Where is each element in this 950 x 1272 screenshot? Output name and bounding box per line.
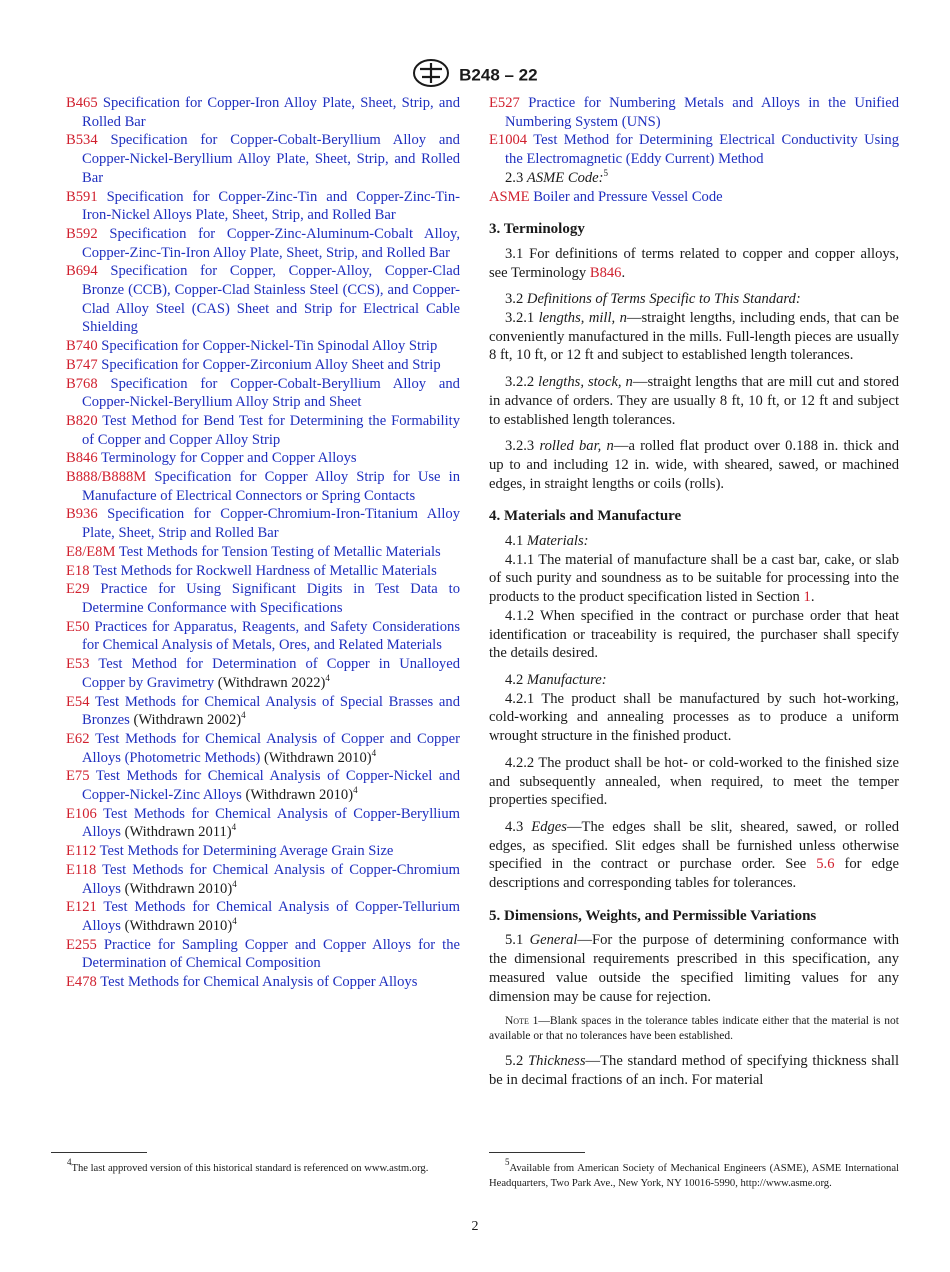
reference-item[interactable] xyxy=(66,468,460,505)
reference-title[interactable]: Test Methods for Chemical Analysis of Copper-Nickel and Copper-Nickel-Zinc Alloys xyxy=(82,768,460,804)
right-column xyxy=(489,94,899,1090)
reference-code[interactable]: B694 xyxy=(66,263,98,280)
reference-item[interactable] xyxy=(66,767,460,804)
reference-code[interactable]: E53 xyxy=(66,656,90,673)
reference-title[interactable]: Test Method for Bend Test for Determining the Formability of Copper and Copper Alloy Strip xyxy=(82,412,460,448)
footnote-mark: 4 xyxy=(232,915,237,926)
reference-code[interactable]: E8/E8M xyxy=(66,543,116,560)
reference-title[interactable]: Terminology for Copper and Copper Alloys xyxy=(101,450,357,467)
reference-item[interactable] xyxy=(66,505,460,542)
reference-item[interactable] xyxy=(489,94,899,131)
reference-title[interactable]: Test Method for Determination of Copper in Unalloyed Copper by Gravimetry xyxy=(82,656,460,691)
reference-title[interactable]: Test Methods for Chemical Analysis of Copper Alloys xyxy=(100,974,418,991)
reference-title[interactable]: Specification for Copper-Zinc-Aluminum-Cobalt Alloy, Copper-Zinc-Tin-Iron Alloy Plate, Sheet, Strip, and Rolled Bar xyxy=(82,225,460,261)
withdrawn-status: (Withdrawn 2010) xyxy=(264,749,372,766)
footnote-mark: 4 xyxy=(371,747,377,758)
reference-item[interactable] xyxy=(66,936,460,973)
reference-item[interactable] xyxy=(66,842,460,861)
reference-code[interactable]: B592 xyxy=(66,225,98,242)
reference-item[interactable] xyxy=(489,131,899,168)
reference-item[interactable] xyxy=(66,693,460,730)
reference-code[interactable]: E50 xyxy=(66,618,90,635)
withdrawn-status: (Withdrawn 2002) xyxy=(133,712,242,729)
para-4-3: 4.3 Edges—The edges shall be slit, sheared, sawed, or rolled edges, as specified. Slit edges shall be furnished unless otherwise specified in the contract or purchase order. See 5.6 for edge descriptions and corresponding tables for tolerances. xyxy=(489,818,899,892)
reference-title[interactable]: Specification for Copper-Nickel-Tin Spinodal Alloy Strip xyxy=(101,338,438,355)
reference-item[interactable] xyxy=(66,262,460,337)
reference-code[interactable]: E62 xyxy=(66,730,90,747)
reference-title[interactable]: Specification for Copper-Chromium-Iron-Titanium Alloy Plate, Sheet, Strip and Rolled Bar xyxy=(82,506,460,542)
withdrawn-status: (Withdrawn 2010) xyxy=(124,917,233,934)
reference-code[interactable]: B747 xyxy=(66,356,98,373)
reference-title[interactable]: Specification for Copper, Copper-Alloy, Copper-Clad Bronze (CCB), Copper-Clad Stainless Steel (CCS), and Copper-Clad Alloy Steel (CAS) Sheet and Strip for Electrical Cable Shielding xyxy=(82,263,460,336)
reference-item[interactable] xyxy=(66,580,460,617)
page-number: 2 xyxy=(471,1219,479,1234)
reference-code[interactable]: B888/B888M xyxy=(66,469,147,486)
left-column xyxy=(66,94,460,992)
para-4-1-2: 4.1.2 When specified in the contract or purchase order that heat identification or traceability is required, the purchaser shall specify the details desired. xyxy=(489,607,900,662)
reference-code[interactable]: B936 xyxy=(66,506,98,523)
reference-title[interactable]: Practice for Using Significant Digits in Test Data to Determine Conformance with Specifications xyxy=(82,581,460,616)
reference-item[interactable] xyxy=(66,805,460,842)
reference-title[interactable]: Test Method for Determining Electrical Conductivity Using the Electromagnetic (Eddy Current) Method xyxy=(505,132,899,168)
reference-item[interactable] xyxy=(66,543,460,562)
standard-designation: B248 – 22 xyxy=(459,65,538,85)
reference-item[interactable] xyxy=(66,94,460,131)
para-3-1: 3.1 For definitions of terms related to copper and copper alloys, see Terminology B846. xyxy=(489,245,899,281)
reference-item[interactable] xyxy=(66,449,460,468)
footnote-mark: 4 xyxy=(231,822,237,833)
reference-code[interactable]: E106 xyxy=(66,805,97,822)
reference-code[interactable]: B768 xyxy=(66,375,98,392)
page-header xyxy=(0,58,950,93)
reference-title[interactable]: Specification for Copper-Zinc-Tin and Copper-Zinc-Tin-Iron-Nickel Alloys Plate, Sheet, Strip, and Rolled Bar xyxy=(82,188,460,224)
reference-code[interactable]: E18 xyxy=(66,562,90,579)
reference-item[interactable] xyxy=(66,131,460,187)
reference-code[interactable]: E1004 xyxy=(489,132,528,149)
reference-code[interactable]: E118 xyxy=(66,861,97,878)
reference-code[interactable]: B591 xyxy=(66,188,98,205)
reference-title[interactable]: Test Methods for Rockwell Hardness of Metallic Materials xyxy=(92,562,437,579)
section-3-heading: 3. Terminology xyxy=(489,221,585,238)
reference-title[interactable]: Test Methods for Chemical Analysis of Copper-Tellurium Alloys xyxy=(82,899,460,934)
reference-item[interactable] xyxy=(66,618,460,655)
withdrawn-status: (Withdrawn 2011) xyxy=(124,824,232,841)
reference-title[interactable]: Test Methods for Chemical Analysis of Copper-Chromium Alloys xyxy=(82,861,461,897)
para-4-2-1: 4.2.1 The product shall be manufactured by such hot-working, cold-working and annealing processes as to produce a uniform wrought structure in the finished product. xyxy=(489,690,899,745)
reference-code[interactable]: B846 xyxy=(66,450,98,467)
para-4-2-2: 4.2.2 The product shall be hot- or cold-worked to the finished size and subsequently annealed, when required, to meet the temper properties specified. xyxy=(489,754,899,809)
reference-title[interactable]: Specification for Copper-Cobalt-Beryllium Alloy and Copper-Nickel-Beryllium Alloy Plate, Sheet, Strip, and Rolled Bar xyxy=(82,132,460,186)
reference-item[interactable] xyxy=(66,412,460,449)
reference-code[interactable]: B740 xyxy=(66,338,98,355)
reference-code[interactable]: B820 xyxy=(66,412,98,429)
reference-title[interactable]: Practice for Sampling Copper and Copper Alloys for the Determination of Chemical Composition xyxy=(82,936,460,972)
reference-title[interactable]: Test Methods for Chemical Analysis of Copper-Beryllium Alloys xyxy=(82,805,461,841)
para-5-1: 5.1 General—For the purpose of determining conformance with the dimensional requirements prescribed in this specification, any measured value outside the specified limiting values for any dimension may be cause for rejection. xyxy=(489,932,900,1005)
reference-code[interactable]: E29 xyxy=(66,581,90,598)
reference-title[interactable]: Practices for Apparatus, Reagents, and Safety Considerations for Chemical Analysis of Metals, Ores, and Related Materials xyxy=(82,618,460,654)
reference-title[interactable]: Test Methods for Determining Average Grain Size xyxy=(99,843,394,860)
footnote-5: $^5$Available from American Society of Mechanical Engineers (ASME), ASME International Headquarters, Two Park Ave., New York, NY 10016-5990, http://www.asme.org. xyxy=(489,1157,899,1189)
reference-item[interactable] xyxy=(66,337,460,356)
reference-item[interactable] xyxy=(66,861,460,898)
reference-item[interactable] xyxy=(66,356,460,375)
reference-item[interactable] xyxy=(66,225,460,262)
link-5-6[interactable]: 5.6 xyxy=(816,856,835,873)
reference-title: Boiler and Pressure Vessel Code xyxy=(533,188,723,205)
reference-code[interactable]: E121 xyxy=(66,899,97,916)
reference-item[interactable] xyxy=(66,973,460,992)
reference-title[interactable]: Specification for Copper-Cobalt-Beryllium Alloy and Copper-Nickel-Beryllium Alloy Strip and Sheet xyxy=(82,375,460,411)
reference-item[interactable] xyxy=(66,188,460,225)
reference-code[interactable]: E478 xyxy=(66,974,97,991)
withdrawn-status: (Withdrawn 2022) xyxy=(217,674,326,691)
reference-title[interactable]: Specification for Copper Alloy Strip for Use in Manufacture of Electrical Connectors or Spring Contacts xyxy=(82,469,460,504)
footnote-rule-left xyxy=(51,1152,147,1153)
astm-logo-icon xyxy=(412,58,450,93)
reference-item[interactable] xyxy=(66,730,460,767)
reference-item[interactable] xyxy=(66,375,460,412)
footnote-4: $^4$The last approved version of this historical standard is referenced on www.astm.org. xyxy=(67,1157,429,1174)
reference-code[interactable]: E75 xyxy=(66,768,90,785)
footnote-mark: 4 xyxy=(241,710,246,721)
reference-item[interactable] xyxy=(489,188,899,207)
reference-list-right xyxy=(489,94,899,169)
reference-title[interactable]: Test Methods for Tension Testing of Metallic Materials xyxy=(118,543,441,560)
note-1: Note 1—Blank spaces in the tolerance tables indicate either that the material is not available or that no tolerances have been established. xyxy=(489,1015,899,1043)
withdrawn-status: (Withdrawn 2010) xyxy=(245,787,354,804)
para-5-2: 5.2 Thickness—The standard method of specifying thickness shall be in decimal fractions of an inch. For material xyxy=(489,1053,899,1088)
para-4-1-1: 4.1.1 The material of manufacture shall be a cast bar, cake, or slab of such purity and soundness as to be suitable for processing into the products to the product specification listed in Section 1. xyxy=(489,551,899,606)
para-4-2: 4.2 Manufacture: xyxy=(505,671,607,688)
link-b846[interactable]: B846 xyxy=(589,264,622,281)
para-3-2-2: 3.2.2 lengths, stock, n—straight lengths that are mill cut and stored in advance of orders. They are usually 8 ft, 10 ft, or 12 ft and subject to established length tolerances. xyxy=(489,374,899,428)
reference-code[interactable]: B465 xyxy=(66,95,98,111)
para-3-2: 3.2 Definitions of Terms Specific to This Standard: xyxy=(505,291,801,308)
reference-title[interactable]: Practice for Numbering Metals and Alloys in the Unified Numbering System (UNS) xyxy=(505,95,899,130)
para-4-1: 4.1 Materials: xyxy=(505,533,589,550)
asme-code-heading: 2.3 ASME Code:$^5$ xyxy=(505,167,609,186)
reference-code[interactable]: E54 xyxy=(66,693,90,710)
footnote-mark: 4 xyxy=(325,672,330,683)
reference-code[interactable]: B534 xyxy=(66,132,98,149)
reference-item[interactable] xyxy=(66,562,460,581)
reference-title[interactable]: Test Methods for Chemical Analysis of Copper and Copper Alloys (Photometric Methods) xyxy=(82,730,460,766)
reference-item[interactable] xyxy=(66,655,460,692)
para-3-2-3: 3.2.3 rolled bar, n—a rolled flat product over 0.188 in. thick and up to and including 12 in. wide, with sheared, sawed, or machined edges, in straight lengths or coils (rolls). xyxy=(489,438,899,492)
reference-item[interactable] xyxy=(66,898,460,935)
reference-code[interactable]: E255 xyxy=(66,936,97,953)
link-section-1[interactable]: 1 xyxy=(803,589,811,606)
withdrawn-status: (Withdrawn 2010) xyxy=(124,880,233,897)
footnote-mark: 4 xyxy=(353,785,358,796)
reference-code[interactable]: E112 xyxy=(66,843,97,860)
reference-title[interactable]: Specification for Copper-Iron Alloy Plate, Sheet, Strip, and Rolled Bar xyxy=(82,95,460,130)
section-4-heading: 4. Materials and Manufacture xyxy=(489,508,682,525)
reference-code[interactable]: E527 xyxy=(489,95,520,111)
reference-title[interactable]: Test Methods for Chemical Analysis of Special Brasses and Bronzes xyxy=(82,693,460,729)
para-3-2-1: 3.2.1 lengths, mill, n—straight lengths, including ends, that can be conveniently manufactured in the mills. Full-length pieces are usually 8 ft, 10 ft, or 12 ft and subject to established length tolerances. xyxy=(489,310,899,364)
section-5-heading: 5. Dimensions, Weights, and Permissible Variations xyxy=(489,907,817,924)
reference-title[interactable]: Specification for Copper-Zirconium Alloy Sheet and Strip xyxy=(101,356,441,373)
footnote-mark: 4 xyxy=(232,878,237,889)
reference-code: ASME xyxy=(489,188,530,205)
footnote-rule-right xyxy=(489,1152,585,1153)
